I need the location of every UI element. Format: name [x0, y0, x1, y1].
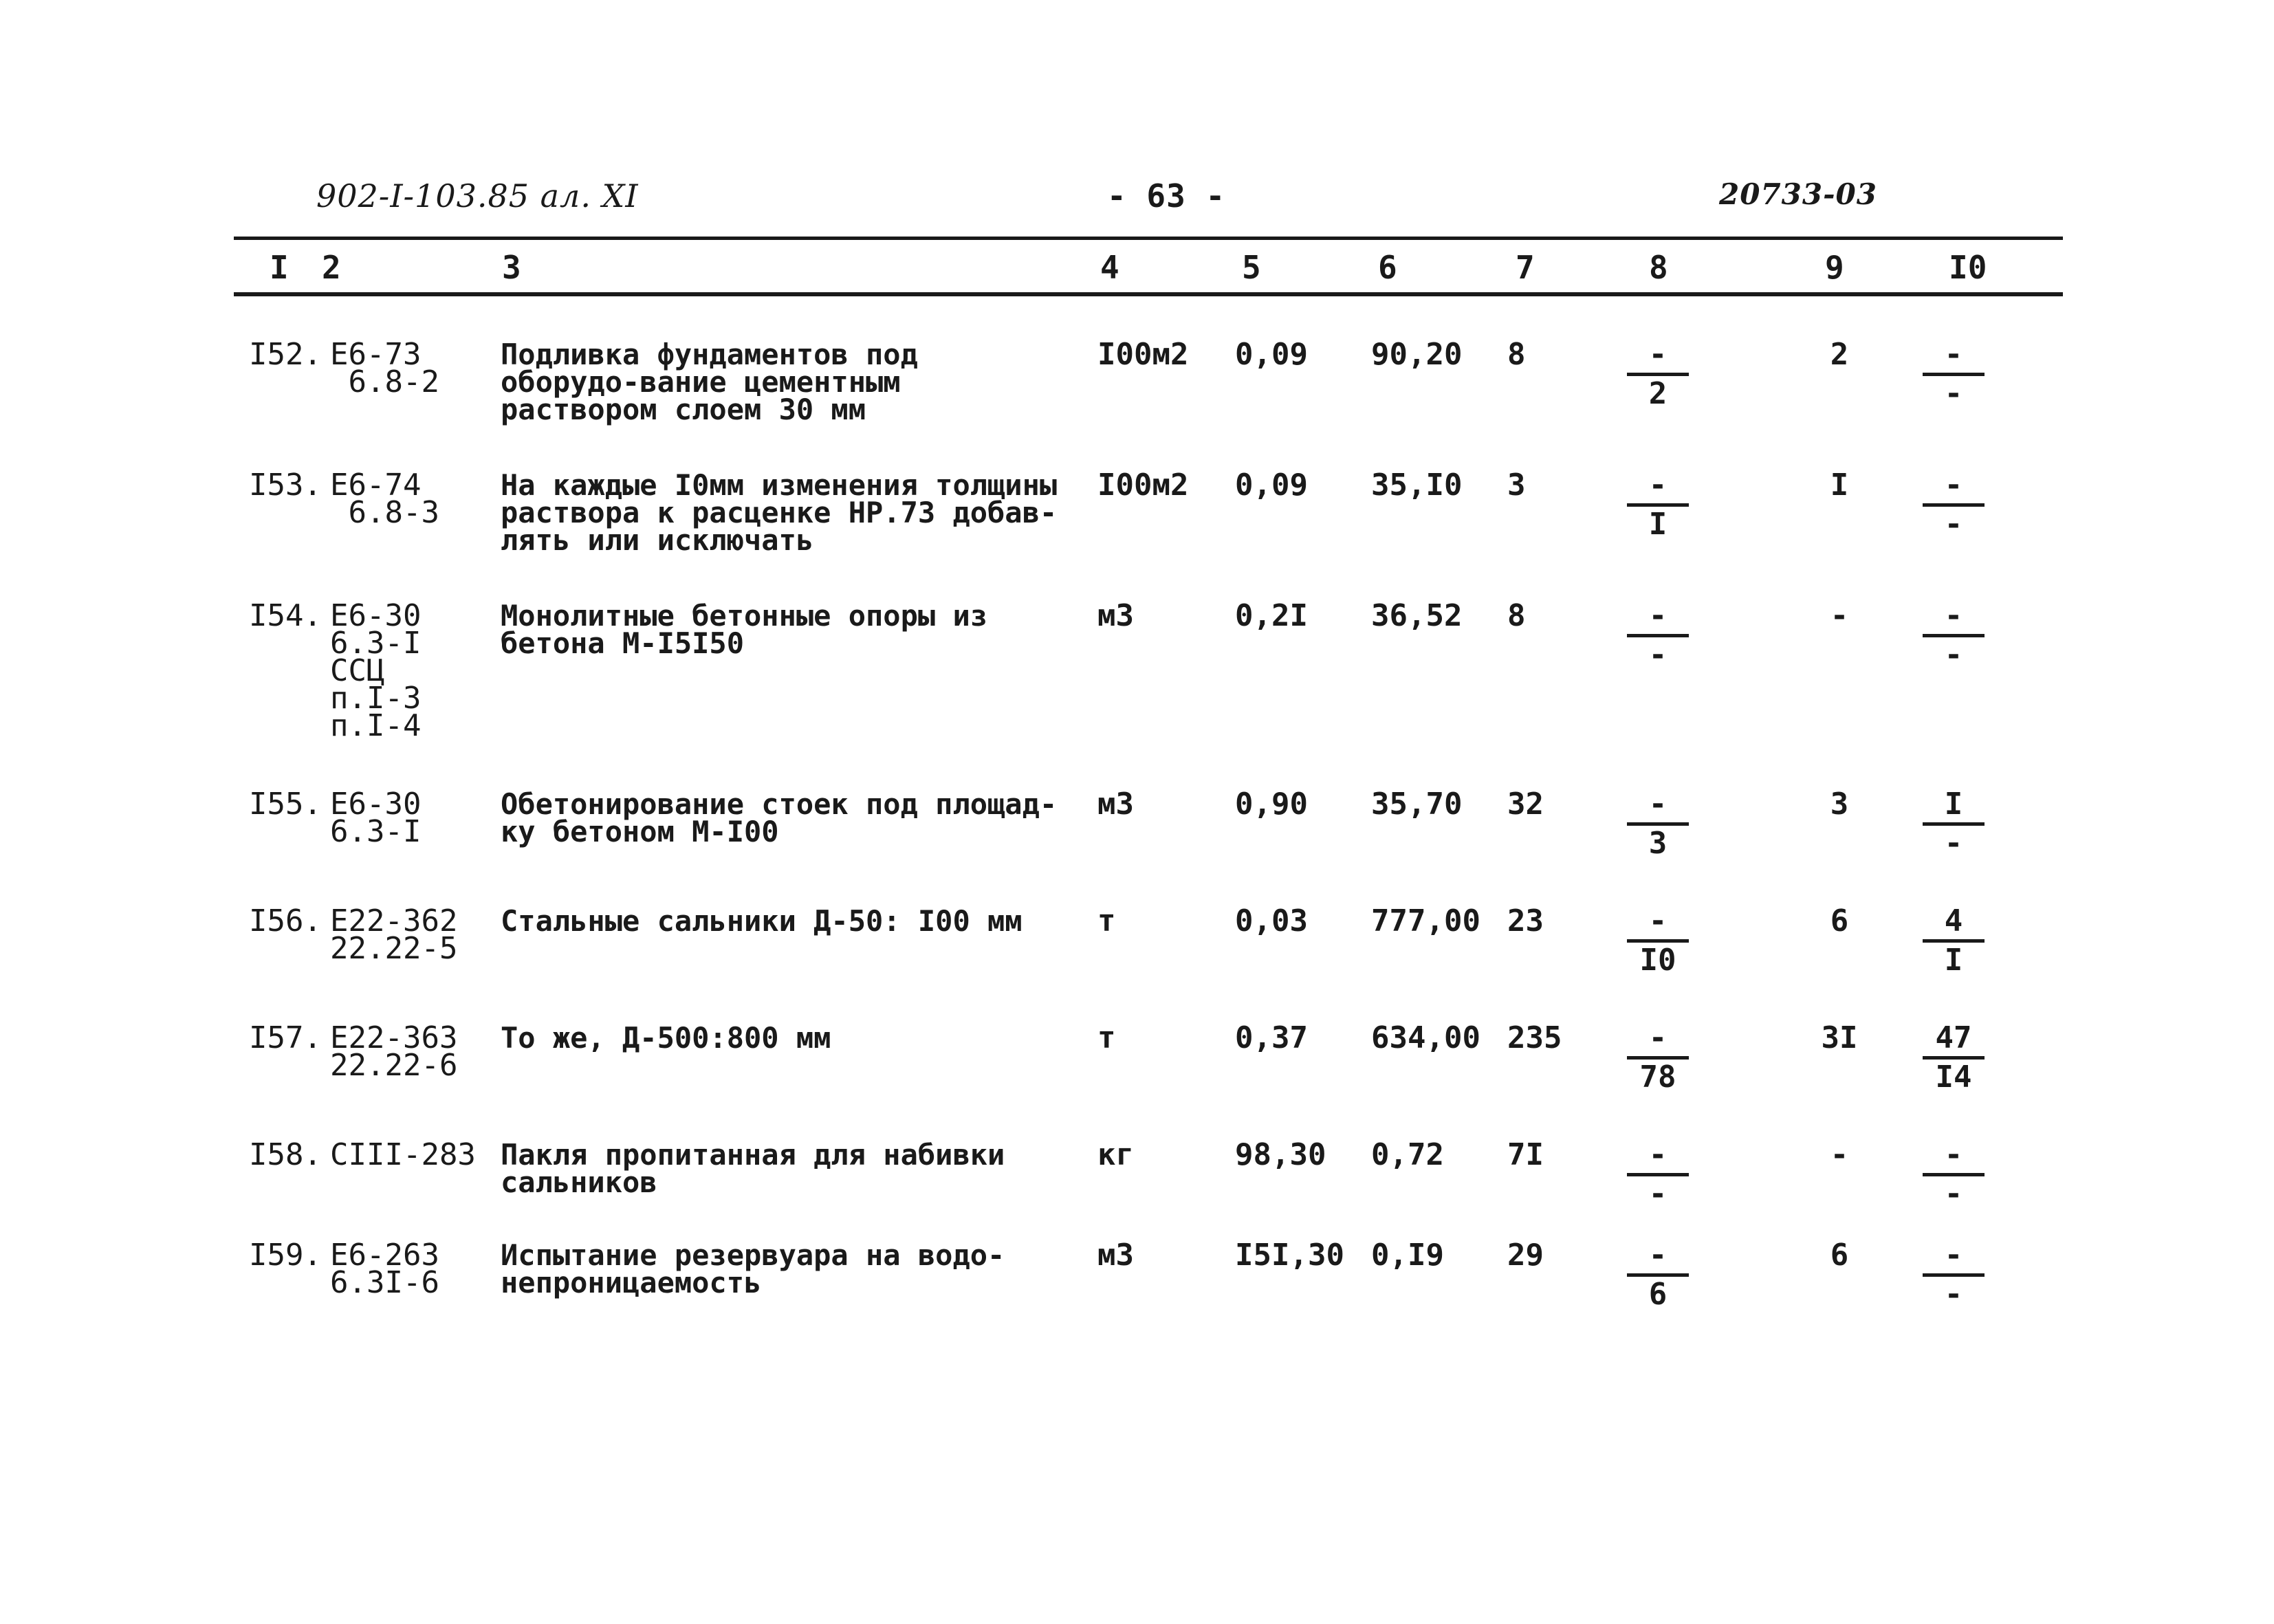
fraction-numerator: -	[1648, 1238, 1668, 1273]
work-description: Испытание резервуара на водо-непроницаемость	[501, 1238, 1005, 1299]
total-cost: 7I	[1507, 1137, 1544, 1172]
column-8-fraction	[1620, 468, 1696, 542]
quantity: 0,09	[1235, 468, 1308, 503]
column-10-fraction	[1916, 1238, 1991, 1312]
quantity: 98,30	[1235, 1137, 1326, 1172]
rate-code: Е22-363 22.22-6	[330, 1020, 458, 1083]
total-cost: 235	[1507, 1020, 1562, 1055]
unit: м3	[1097, 598, 1134, 633]
column-9-value: 6	[1830, 903, 1849, 939]
unit-price: 36,52	[1371, 598, 1463, 633]
document-number: 20733-03	[1719, 177, 1877, 211]
column-10-fraction	[1916, 1020, 1991, 1095]
unit: I00м2	[1097, 468, 1189, 503]
column-header-1: I	[270, 249, 289, 286]
header-rule	[234, 292, 2063, 296]
fraction-numerator: -	[1944, 1238, 1963, 1273]
row-number: I59.	[249, 1238, 322, 1273]
fraction-denominator: 3	[1648, 826, 1668, 861]
rate-code: Е22-362 22.22-5	[330, 903, 458, 966]
unit-price: 35,I0	[1371, 468, 1463, 503]
row-number: I58.	[249, 1137, 322, 1172]
unit-price: 777,00	[1371, 903, 1480, 939]
work-description: Монолитные бетонные опоры из бетона М-I5I50	[501, 599, 988, 660]
unit: м3	[1097, 1238, 1134, 1273]
unit-price: 35,70	[1371, 787, 1463, 822]
fraction-numerator: -	[1648, 1137, 1668, 1172]
quantity: 0,09	[1235, 337, 1308, 372]
unit: т	[1097, 1020, 1116, 1055]
column-header-7: 7	[1516, 249, 1535, 286]
fraction-denominator: -	[1944, 507, 1963, 542]
total-cost: 8	[1507, 337, 1526, 372]
fraction-numerator: 47	[1935, 1020, 1972, 1055]
column-9-value: 3	[1830, 787, 1849, 822]
fraction-numerator: -	[1944, 598, 1963, 633]
column-8-fraction	[1620, 598, 1696, 672]
total-cost: 3	[1507, 468, 1526, 503]
work-description: То же, Д-500:800 мм	[501, 1021, 831, 1055]
fraction-denominator: 2	[1648, 376, 1668, 411]
quantity: 0,90	[1235, 787, 1308, 822]
fraction-denominator: I	[1944, 943, 1963, 978]
row-number: I56.	[249, 903, 322, 939]
unit-price: 0,I9	[1371, 1238, 1444, 1273]
column-10-fraction	[1916, 903, 1991, 978]
total-cost: 8	[1507, 598, 1526, 633]
work-description: Подливка фундаментов под оборудо-вание цементным раствором слоем 30 мм	[501, 338, 918, 426]
rate-code: СIII-283	[330, 1137, 476, 1172]
column-8-fraction	[1620, 1020, 1696, 1095]
fraction-denominator: -	[1944, 637, 1963, 672]
unit: т	[1097, 903, 1116, 939]
column-header-5: 5	[1242, 249, 1261, 286]
column-10-fraction	[1916, 598, 1991, 672]
column-header-10: I0	[1949, 249, 1987, 286]
column-9-value: I	[1830, 468, 1849, 503]
fraction-numerator: -	[1648, 787, 1668, 822]
row-number: I52.	[249, 337, 322, 372]
rate-code: Е6-30 6.3-I ССЦ п.I-3 п.I-4	[330, 598, 422, 743]
total-cost: 29	[1507, 1238, 1544, 1273]
quantity: 0,37	[1235, 1020, 1308, 1055]
rate-code: Е6-74 6.8-3	[330, 468, 439, 530]
column-10-fraction	[1916, 1137, 1991, 1211]
page-number: - 63 -	[1107, 177, 1226, 215]
rate-code: Е6-263 6.3I-6	[330, 1238, 439, 1300]
unit-price: 90,20	[1371, 337, 1463, 372]
column-9-value: 2	[1830, 337, 1849, 372]
quantity: 0,2I	[1235, 598, 1308, 633]
unit: кг	[1097, 1137, 1134, 1172]
column-10-fraction	[1916, 468, 1991, 542]
column-9-value: -	[1830, 598, 1849, 633]
quantity: I5I,30	[1235, 1238, 1344, 1273]
fraction-denominator: 6	[1648, 1277, 1668, 1312]
column-8-fraction	[1620, 1238, 1696, 1312]
work-description: Стальные сальники Д-50: I00 мм	[501, 904, 1023, 938]
quantity: 0,03	[1235, 903, 1308, 939]
row-number: I57.	[249, 1020, 322, 1055]
fraction-denominator: 78	[1639, 1060, 1676, 1095]
column-header-4: 4	[1100, 249, 1119, 286]
fraction-numerator: I	[1944, 787, 1963, 822]
fraction-numerator: 4	[1944, 903, 1963, 939]
fraction-numerator: -	[1648, 1020, 1668, 1055]
fraction-denominator: I0	[1639, 943, 1676, 978]
fraction-numerator: -	[1944, 337, 1963, 372]
column-header-8: 8	[1649, 249, 1668, 286]
fraction-numerator: -	[1944, 1137, 1963, 1172]
column-8-fraction	[1620, 337, 1696, 411]
rate-code: Е6-30 6.3-I	[330, 787, 422, 849]
fraction-numerator: -	[1648, 337, 1668, 372]
column-8-fraction	[1620, 903, 1696, 978]
fraction-denominator: I4	[1935, 1060, 1972, 1095]
fraction-denominator: -	[1944, 1176, 1963, 1211]
column-header-3: 3	[502, 249, 521, 286]
unit-price: 634,00	[1371, 1020, 1480, 1055]
top-rule	[234, 237, 2063, 240]
column-header-2: 2	[322, 249, 341, 286]
fraction-denominator: I	[1648, 507, 1668, 542]
rate-code: Е6-73 6.8-2	[330, 337, 439, 399]
fraction-denominator: -	[1648, 1176, 1668, 1211]
column-8-fraction	[1620, 787, 1696, 861]
row-number: I54.	[249, 598, 322, 633]
column-8-fraction	[1620, 1137, 1696, 1211]
unit-price: 0,72	[1371, 1137, 1444, 1172]
fraction-denominator: -	[1648, 637, 1668, 672]
column-9-value: 6	[1830, 1238, 1849, 1273]
column-10-fraction	[1916, 787, 1991, 861]
work-description: Обетонирование стоек под площад-ку бетоном М-I00	[501, 787, 1058, 848]
fraction-denominator: -	[1944, 376, 1963, 411]
column-9-value: 3I	[1821, 1020, 1858, 1055]
fraction-denominator: -	[1944, 826, 1963, 861]
fraction-numerator: -	[1944, 468, 1963, 503]
work-description: На каждые I0мм изменения толщины раствора к расценке НР.73 добав-лять или исключать	[501, 468, 1058, 557]
fraction-numerator: -	[1648, 468, 1668, 503]
column-9-value: -	[1830, 1137, 1849, 1172]
column-header-6: 6	[1378, 249, 1397, 286]
row-number: I55.	[249, 787, 322, 822]
column-10-fraction	[1916, 337, 1991, 411]
unit: I00м2	[1097, 337, 1189, 372]
fraction-numerator: -	[1648, 903, 1668, 939]
total-cost: 23	[1507, 903, 1544, 939]
work-description: Пакля пропитанная для набивки сальников	[501, 1138, 1005, 1199]
column-header-9: 9	[1825, 249, 1844, 286]
fraction-denominator: -	[1944, 1277, 1963, 1312]
document-code: 902-I-103.85 ал. XI	[316, 177, 639, 215]
unit: м3	[1097, 787, 1134, 822]
total-cost: 32	[1507, 787, 1544, 822]
row-number: I53.	[249, 468, 322, 503]
fraction-numerator: -	[1648, 598, 1668, 633]
